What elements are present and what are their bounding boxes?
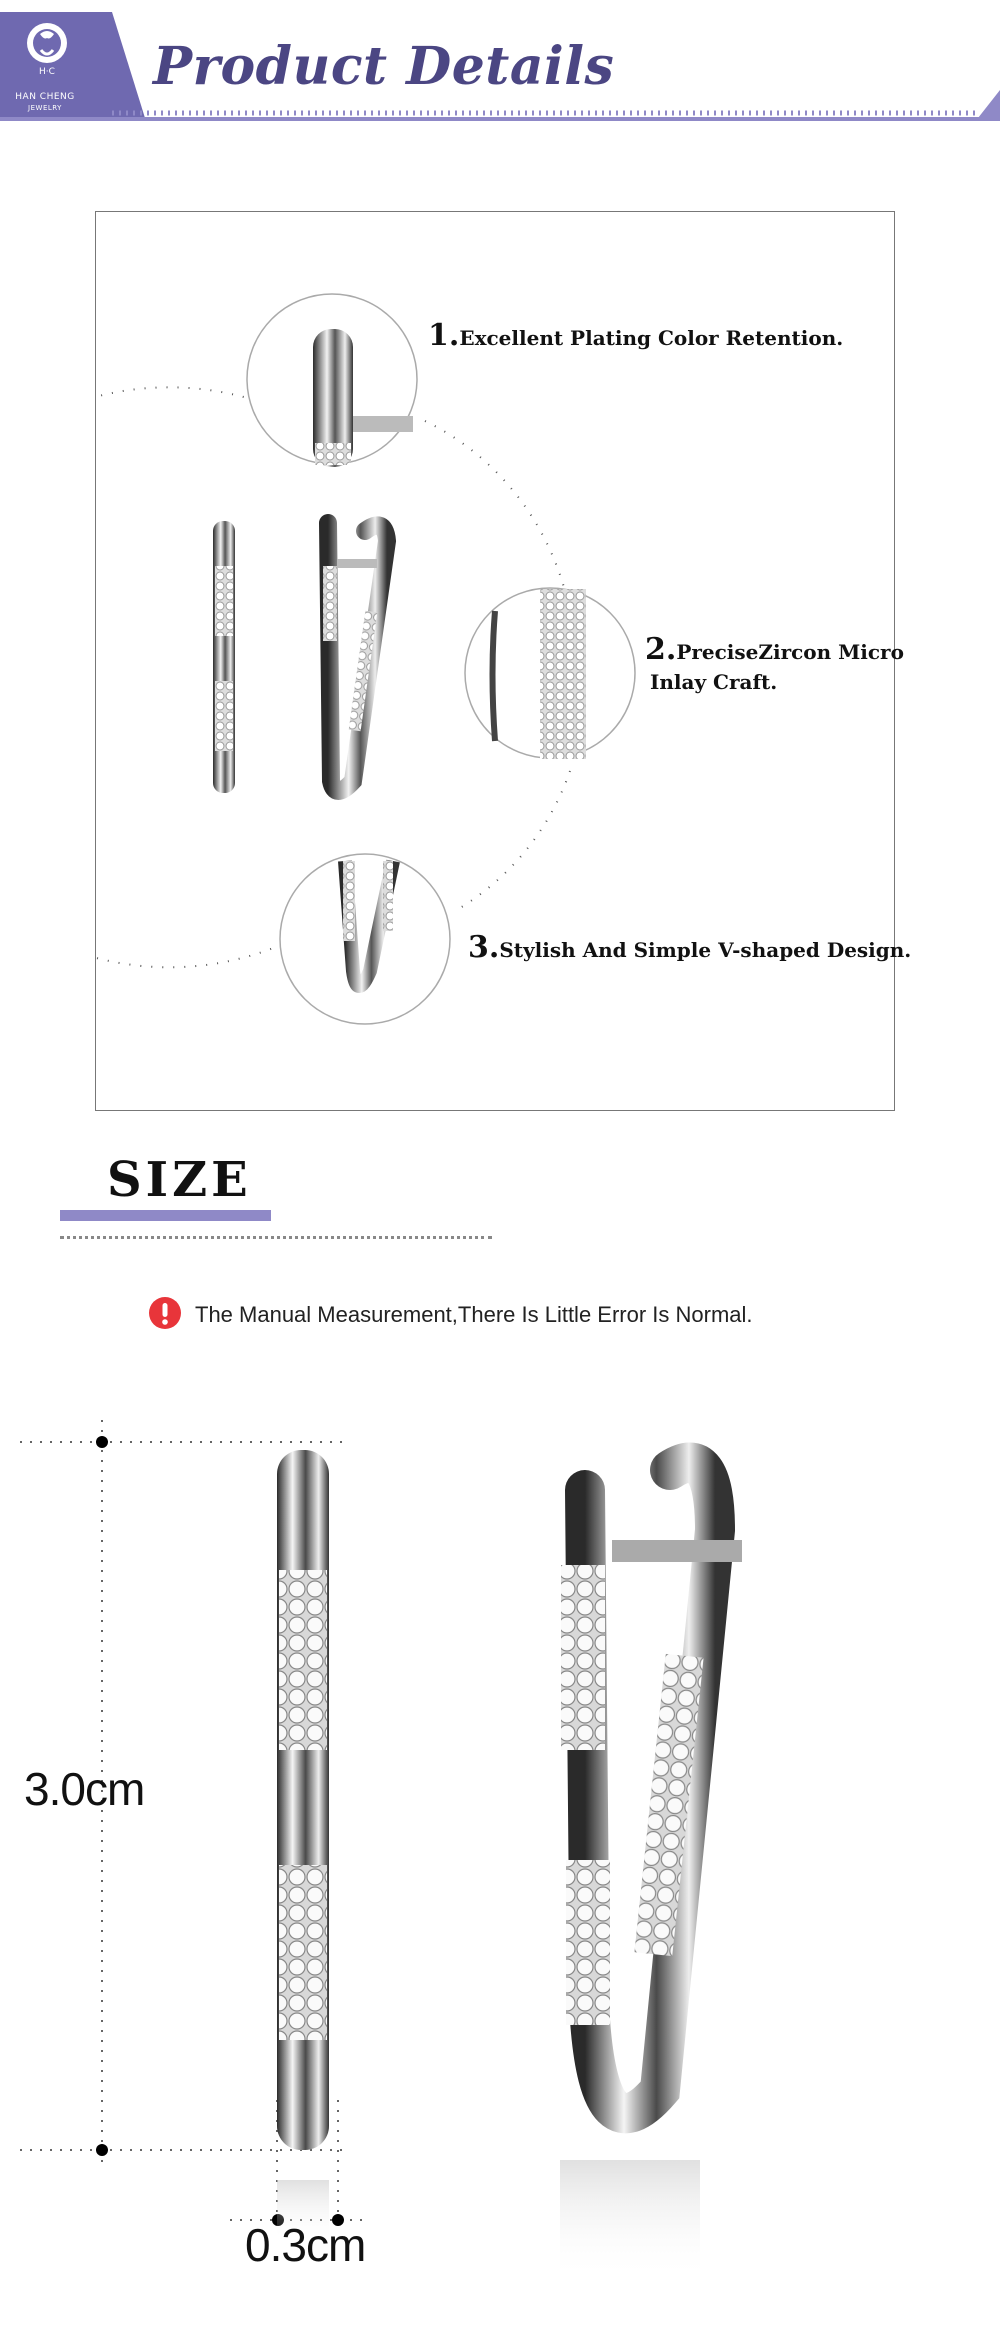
feature-1-text: Excellent Plating Color Retention. [459,326,844,350]
size-diagram [0,1400,1000,2300]
feature-3-number: 3. [468,930,500,965]
brand-sub: JEWELRY [28,104,62,112]
feature-2-line2: Inlay Craft. [650,670,778,694]
exclamation-icon [148,1296,182,1330]
feature-1-number: 1. [428,318,460,353]
feature-3 [468,930,911,965]
size-divider [60,1236,492,1239]
brand-name: HAN CHENG [15,92,75,102]
feature-3-text: Stylish And Simple V-shaped Design. [499,938,912,962]
size-title: SIZE [107,1152,252,1208]
feature-2-text-line1: PreciseZircon Micro [676,640,904,664]
feature-2-number: 2. [645,632,677,667]
feature-1 [428,318,843,353]
measurement-note: The Manual Measurement,There Is Little Error Is Normal. [195,1302,753,1327]
height-label: 3.0cm [24,1763,145,1815]
brand-logo [22,18,72,76]
size-underline [60,1210,271,1221]
width-label: 0.3cm [245,2219,366,2271]
feature-2 [645,632,904,667]
page-title: Product Details [153,36,615,97]
svg-text:H·C: H·C [39,67,55,76]
